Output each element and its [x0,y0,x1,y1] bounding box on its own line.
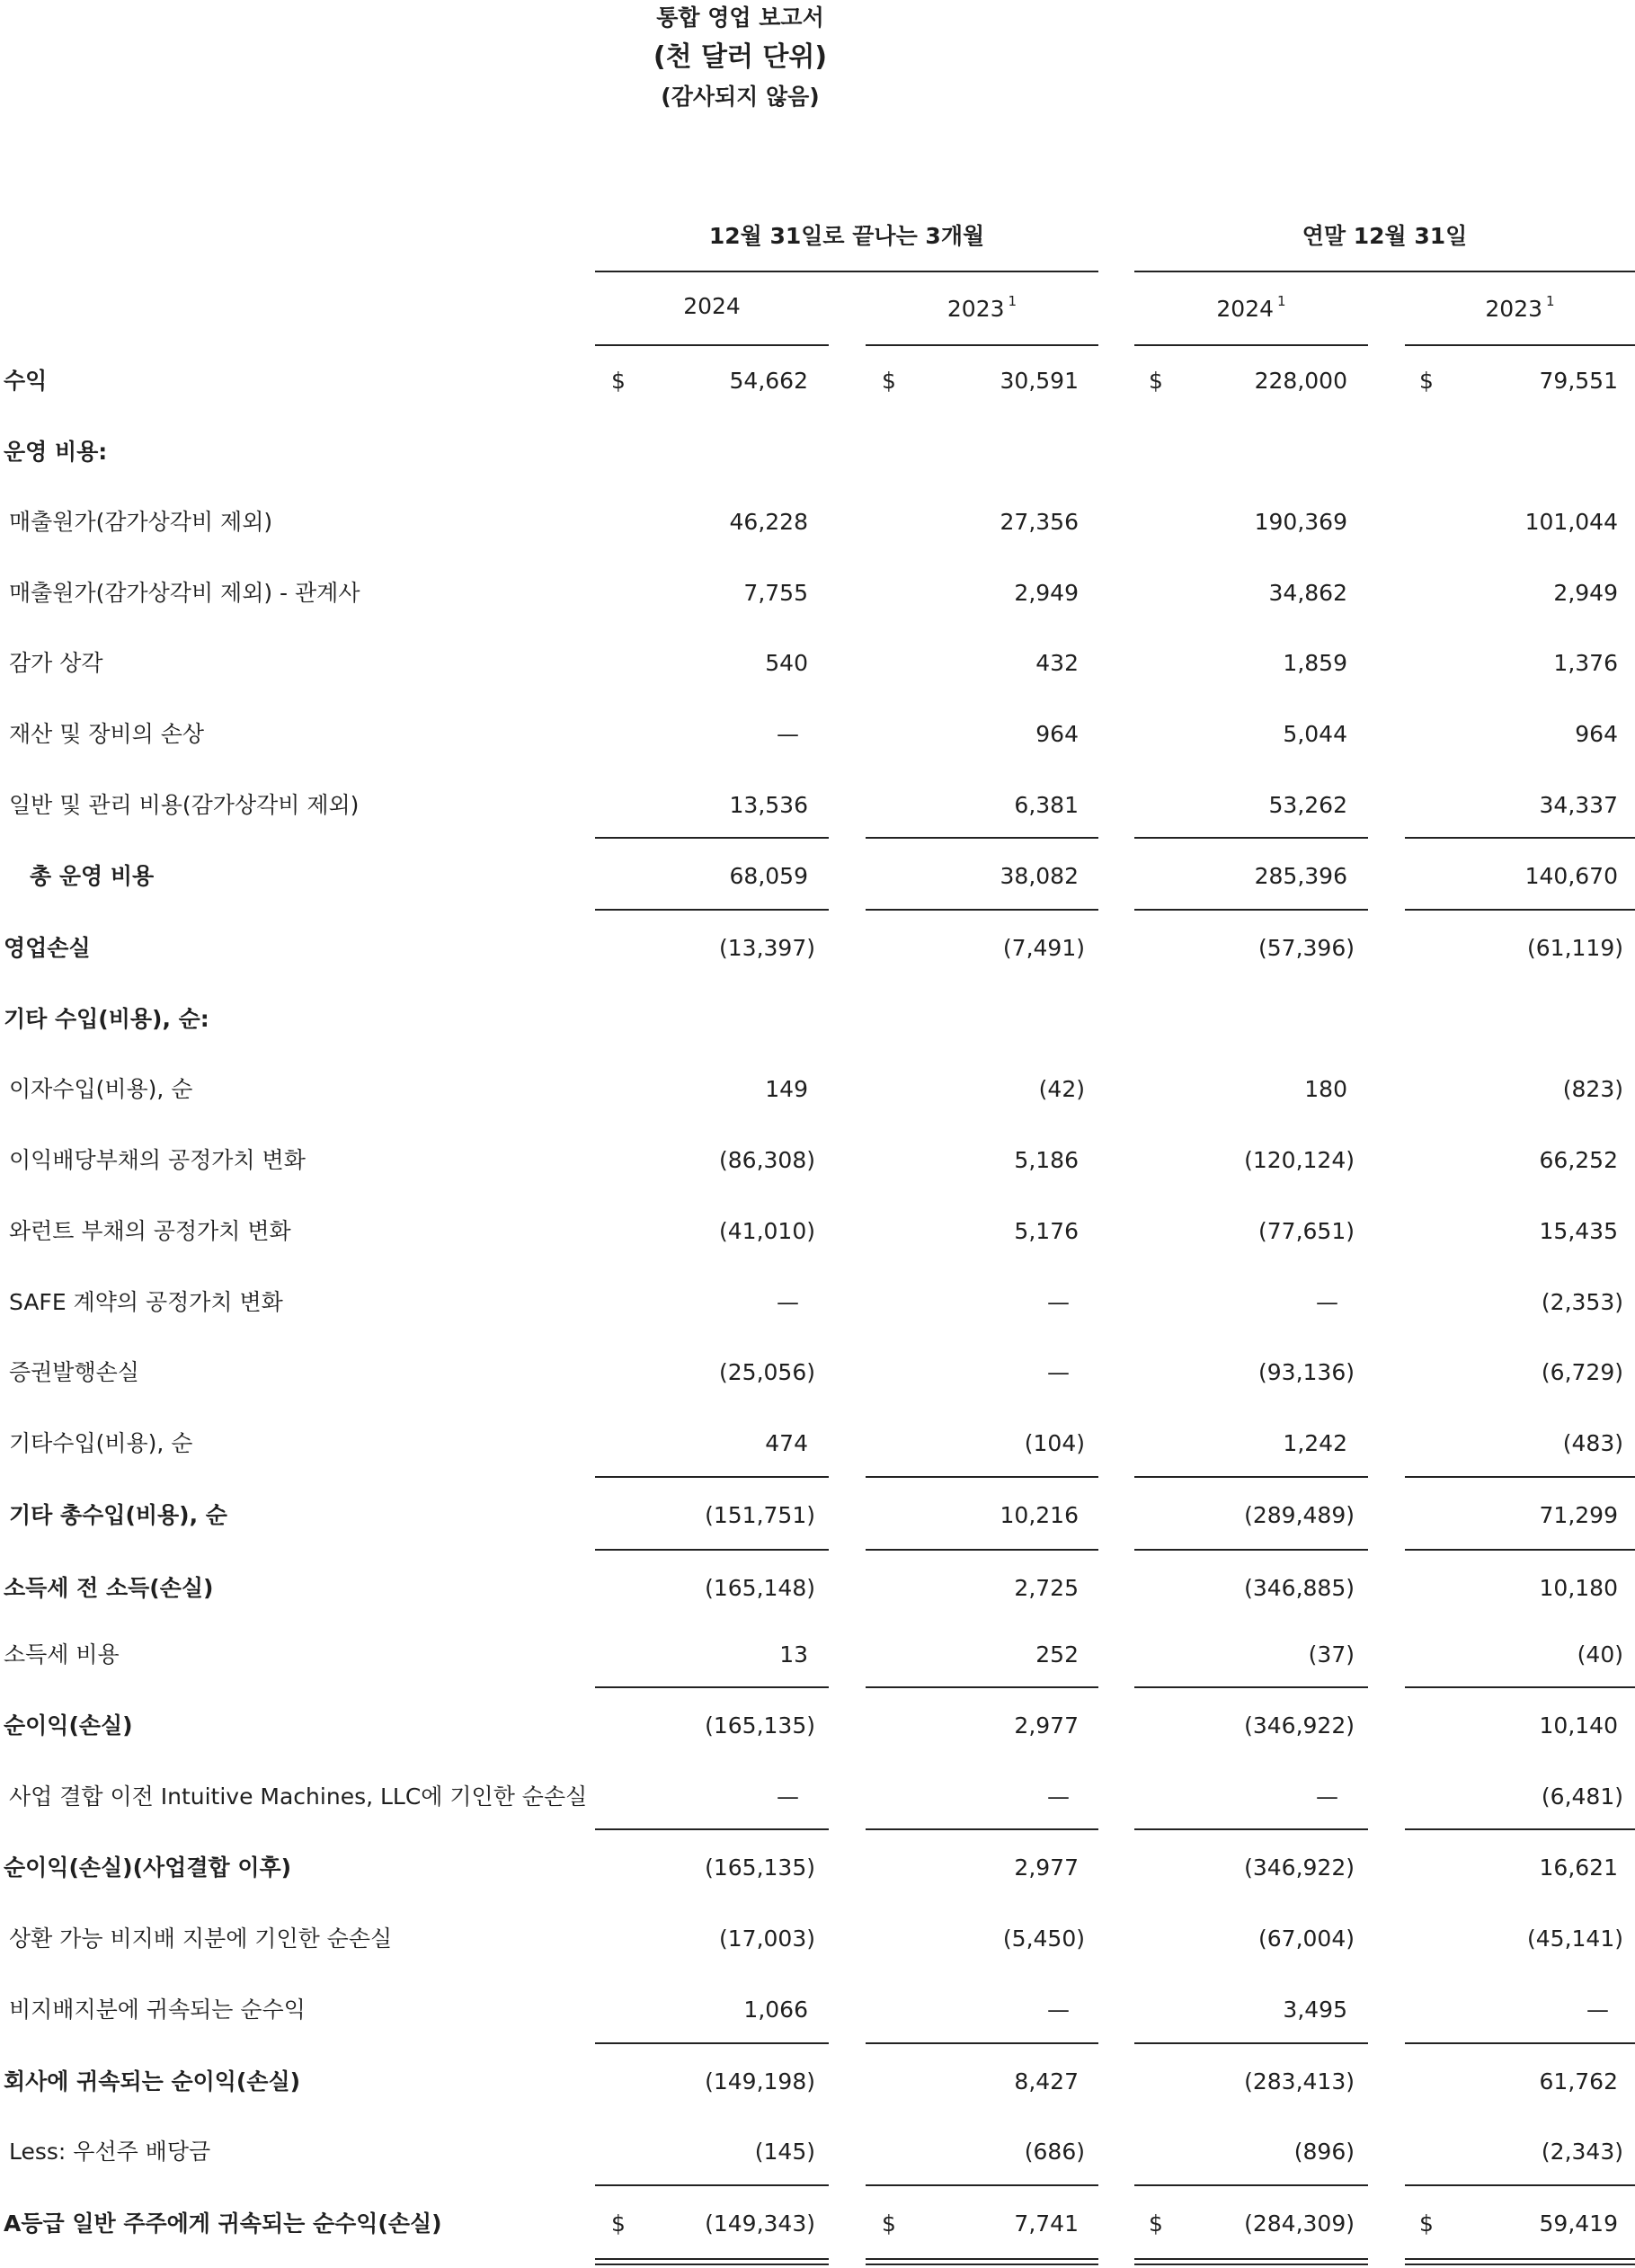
value-cell: (2,343) [1541,2139,1623,2165]
row-label: 상환 가능 비지배 지분에 기인한 순손실 [9,1926,393,1952]
currency-symbol: $ [882,2210,896,2237]
table-row [0,1832,1635,1903]
table-row [0,1054,1635,1125]
value-cell: 5,176 [1014,1218,1079,1244]
subtotal-rule [866,2042,1098,2044]
subtotal-rule [1405,1828,1635,1830]
row-label: 기타 수입(비용), 순: [4,1006,209,1032]
table-row [0,1480,1635,1551]
subtotal-rule [595,1686,829,1688]
value-cell: 2,725 [1014,1575,1079,1601]
value-cell: 2,949 [1014,580,1079,606]
table-row [0,912,1635,983]
table-row [0,1267,1635,1338]
value-cell: (120,124) [1244,1147,1355,1173]
value-cell: — [777,721,799,747]
year-header [1405,293,1635,322]
value-cell: (149,198) [705,2068,815,2095]
value-cell: 27,356 [1000,509,1079,535]
value-cell: 13,536 [729,792,808,818]
value-cell: (37) [1308,1641,1355,1668]
value-cell: (151,751) [705,1502,815,1528]
subtotal-rule [1134,2184,1368,2186]
row-label: 기타수입(비용), 순 [9,1430,193,1456]
value-cell: (13,397) [719,935,815,961]
value-cell: (45,141) [1527,1926,1623,1952]
table-row [0,1408,1635,1479]
row-label: 수익 [4,368,48,394]
value-cell: 190,369 [1254,509,1347,535]
value-cell: 285,396 [1254,863,1347,889]
value-cell: 252 [1035,1641,1079,1668]
year-header [1134,293,1368,322]
table-row [0,983,1635,1054]
subtotal-rule [866,2184,1098,2186]
subtotal-rule [1134,837,1368,839]
year-header [866,293,1098,322]
subtotal-rule [1134,1476,1368,1478]
value-cell: (67,004) [1258,1926,1355,1952]
currency-symbol: $ [611,368,626,394]
subtotal-rule [595,1549,829,1551]
value-cell: 3,495 [1283,1997,1347,2023]
value-cell: 8,427 [1014,2068,1079,2095]
currency-symbol: $ [882,368,896,394]
value-cell: 540 [765,650,808,676]
table-row [0,1196,1635,1267]
year-label: 2024 [683,293,741,319]
row-label: SAFE 계약의 공정가치 변화 [9,1289,283,1315]
row-label: 일반 및 관리 비용(감가상각비 제외) [9,792,360,818]
table-row [0,698,1635,769]
subtotal-rule [595,909,829,911]
subtotal-rule [866,1476,1098,1478]
value-cell: — [1586,1997,1609,2023]
table-row [0,1690,1635,1761]
value-cell: (25,056) [719,1359,815,1385]
value-cell: — [777,1289,799,1315]
value-cell: (483) [1562,1430,1623,1456]
subtotal-rule [1405,909,1635,911]
subtotal-rule [1405,1686,1635,1688]
row-label: 매출원가(감가상각비 제외) [9,509,273,535]
value-cell: (42) [1038,1076,1085,1102]
year-header [595,293,829,319]
row-label: 와런트 부채의 공정가치 변화 [9,1218,291,1244]
row-label: 소득세 전 소득(손실) [4,1575,214,1601]
subtotal-rule [1405,837,1635,839]
table-row [0,840,1635,912]
grand-total-double-rule [1405,2258,1635,2260]
value-cell: 68,059 [729,863,808,889]
value-cell: 46,228 [729,509,808,535]
value-cell: (61,119) [1527,935,1623,961]
value-cell: (57,396) [1258,935,1355,961]
table-row [0,769,1635,840]
value-cell: 79,551 [1539,368,1618,394]
table-row [0,416,1635,487]
value-cell: (17,003) [719,1926,815,1952]
value-cell: 140,670 [1524,863,1618,889]
table-row [0,1619,1635,1690]
table-row [0,486,1635,557]
year-label: 2023 [1485,296,1543,322]
value-cell: — [1047,1997,1070,2023]
row-label: 회사에 귀속되는 순이익(손실) [4,2068,301,2095]
report-title: 통합 영업 보고서 [656,4,824,31]
table-row [0,1761,1635,1832]
value-cell: 180 [1304,1076,1347,1102]
value-cell: 53,262 [1268,792,1347,818]
value-cell: (346,885) [1244,1575,1355,1601]
value-cell: 149 [765,1076,808,1102]
value-cell: (289,489) [1244,1502,1355,1528]
subtotal-rule [1134,1549,1368,1551]
currency-symbol: $ [1419,368,1434,394]
value-cell: (165,148) [705,1575,815,1601]
value-cell: 71,299 [1539,1502,1618,1528]
subtotal-rule [595,1828,829,1830]
subtotal-rule [866,1549,1098,1551]
value-cell: 228,000 [1254,368,1347,394]
table-row [0,1974,1635,2045]
value-cell: 10,140 [1539,1712,1618,1739]
value-cell: (283,413) [1244,2068,1355,2095]
value-cell: 474 [765,1430,808,1456]
value-cell: (104) [1024,1430,1085,1456]
value-cell: (6,729) [1541,1359,1623,1385]
subtotal-rule [1134,2042,1368,2044]
group-divider [595,271,1098,272]
table-row [0,2046,1635,2117]
value-cell: (7,491) [1002,935,1085,961]
value-cell: (41,010) [719,1218,815,1244]
value-cell: 7,741 [1014,2210,1079,2237]
subtotal-rule [1405,1476,1635,1478]
value-cell: 10,216 [1000,1502,1079,1528]
value-cell: (6,481) [1541,1783,1623,1810]
value-cell: 2,949 [1553,580,1618,606]
subtotal-rule [1405,2042,1635,2044]
table-row [0,1125,1635,1196]
value-cell: 15,435 [1539,1218,1618,1244]
subtotal-rule [595,2184,829,2186]
row-label: 총 운영 비용 [30,863,155,889]
subtotal-rule [1134,1686,1368,1688]
value-cell: (165,135) [705,1712,815,1739]
subtotal-rule [866,1828,1098,1830]
value-cell: (40) [1577,1641,1623,1668]
subtotal-rule [1405,2184,1635,2186]
table-row [0,1552,1635,1623]
value-cell: 16,621 [1539,1854,1618,1881]
subtotal-rule [595,1476,829,1478]
grand-total-double-rule [595,2258,829,2260]
row-label: 매출원가(감가상각비 제외) - 관계사 [9,580,360,606]
value-cell: (284,309) [1244,2210,1355,2237]
value-cell: 7,755 [743,580,808,606]
value-cell: (165,135) [705,1854,815,1881]
column-group-three-months: 12월 31일로 끝나는 3개월 [708,223,985,249]
value-cell: — [1047,1289,1070,1315]
row-label: 영업손실 [4,935,91,961]
value-cell: 1,066 [743,1997,808,2023]
value-cell: (77,651) [1258,1218,1355,1244]
row-label: 기타 총수입(비용), 순 [9,1502,227,1528]
row-label: 증권발행손실 [9,1359,139,1385]
value-cell: 59,419 [1539,2210,1618,2237]
value-cell: (2,353) [1541,1289,1623,1315]
subtotal-rule [595,837,829,839]
footnote-marker: 1 [1277,293,1286,309]
row-label: 소득세 비용 [4,1641,120,1668]
year-label: 2023 [946,296,1005,322]
table-row [0,557,1635,628]
value-cell: 432 [1035,650,1079,676]
value-cell: 2,977 [1014,1854,1079,1881]
subtotal-rule [595,2042,829,2044]
value-cell: 5,186 [1014,1147,1079,1173]
footnote-marker: 1 [1546,293,1555,309]
value-cell: — [1316,1783,1338,1810]
value-cell: 964 [1575,721,1618,747]
value-cell: 10,180 [1539,1575,1618,1601]
value-cell: (346,922) [1244,1712,1355,1739]
value-cell: 1,859 [1283,650,1347,676]
value-cell: 6,381 [1014,792,1079,818]
report-units: (천 달러 단위) [653,41,828,73]
value-cell: (145) [754,2139,815,2165]
value-cell: (346,922) [1244,1854,1355,1881]
value-cell: 34,337 [1539,792,1618,818]
value-cell: 5,044 [1283,721,1347,747]
value-cell: 30,591 [1000,368,1079,394]
table-row [0,627,1635,698]
value-cell: (686) [1024,2139,1085,2165]
value-cell: (5,450) [1002,1926,1085,1952]
grand-total-double-rule [1134,2258,1368,2260]
currency-symbol: $ [611,2210,626,2237]
group-divider [1134,271,1635,272]
value-cell: (149,343) [705,2210,815,2237]
row-label: 운영 비용: [4,439,108,465]
table-row [0,2188,1635,2259]
value-cell: 964 [1035,721,1079,747]
report-audit-note: (감사되지 않음) [661,84,820,110]
subtotal-rule [1405,1549,1635,1551]
grand-total-double-rule [866,2258,1098,2260]
row-label: 이익배당부채의 공정가치 변화 [9,1147,306,1173]
value-cell: 34,862 [1268,580,1347,606]
row-label: A등급 일반 주주에게 귀속되는 순수익(손실) [4,2210,442,2237]
value-cell: 13 [779,1641,808,1668]
value-cell: 2,977 [1014,1712,1079,1739]
table-row [0,2116,1635,2187]
currency-symbol: $ [1419,2210,1434,2237]
subtotal-rule [1134,909,1368,911]
table-row [0,345,1635,416]
value-cell: 101,044 [1524,509,1618,535]
row-label: 비지배지분에 귀속되는 순수익 [9,1997,306,2023]
column-group-year: 연말 12월 31일 [1302,223,1468,249]
value-cell: (86,308) [719,1147,815,1173]
footnote-marker: 1 [1008,293,1017,309]
value-cell: 54,662 [729,368,808,394]
value-cell: 1,242 [1283,1430,1347,1456]
value-cell: (896) [1293,2139,1355,2165]
value-cell: — [1047,1783,1070,1810]
row-label: 순이익(손실) [4,1712,133,1739]
year-label: 2024 [1216,296,1275,322]
row-label: 사업 결합 이전 Intuitive Machines, LLC에 기인한 순손실 [9,1783,588,1810]
subtotal-rule [866,837,1098,839]
value-cell: (823) [1562,1076,1623,1102]
value-cell: 38,082 [1000,863,1079,889]
subtotal-rule [866,909,1098,911]
row-label: Less: 우선주 배당금 [9,2139,211,2165]
value-cell: — [1047,1359,1070,1385]
value-cell: — [1316,1289,1338,1315]
currency-symbol: $ [1149,2210,1163,2237]
row-label: 재산 및 장비의 손상 [9,721,205,747]
table-row [0,1337,1635,1408]
value-cell: 1,376 [1553,650,1618,676]
currency-symbol: $ [1149,368,1163,394]
value-cell: — [777,1783,799,1810]
table-row [0,1903,1635,1974]
row-label: 이자수입(비용), 순 [9,1076,193,1102]
value-cell: 61,762 [1539,2068,1618,2095]
row-label: 순이익(손실)(사업결합 이후) [4,1854,292,1881]
value-cell: (93,136) [1258,1359,1355,1385]
subtotal-rule [866,1686,1098,1688]
row-label: 감가 상각 [9,650,103,676]
subtotal-rule [1134,1828,1368,1830]
value-cell: 66,252 [1539,1147,1618,1173]
